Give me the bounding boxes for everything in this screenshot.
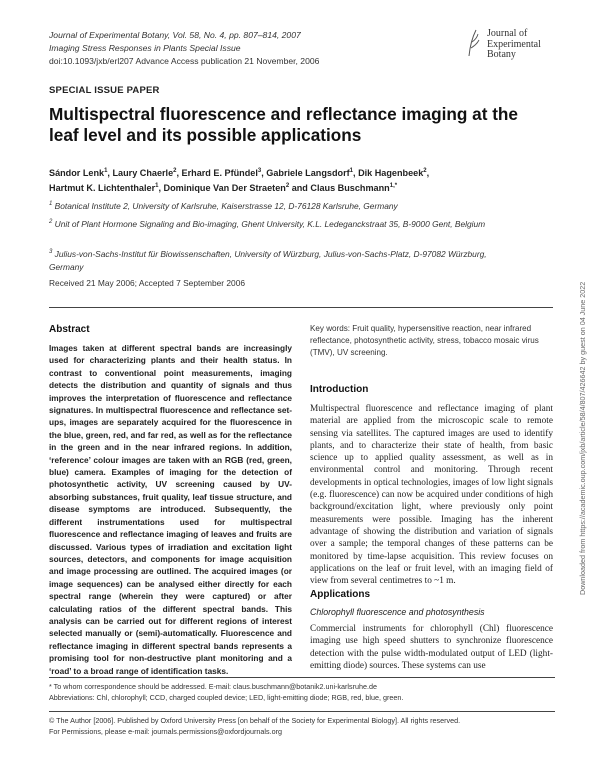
author-name: Hartmut K. Lichtenthaler bbox=[49, 182, 156, 193]
copyright-notice: © The Author [2006]. Published by Oxford University Press [on behalf of the Society for Experimental Biology]. All rights reserved. bbox=[49, 716, 461, 725]
author-affil-mark: 2 bbox=[423, 167, 427, 174]
author-list bbox=[49, 166, 519, 195]
author-line-1: Sándor Lenk$^1$, Laury Chaerle$^2$, Erhard E. Pfündel$^3$, Gabriele Langsdorf$^1$, Dik Hagenbeek$^2$, bbox=[49, 167, 430, 178]
author-name: Claus Buschmann bbox=[310, 182, 390, 193]
affiliation-number: 3 bbox=[49, 249, 53, 256]
affiliation-text: Unit of Plant Hormone Signaling and Bio-imaging, Ghent University, K.L. Ledeganckstraat 35, B-9000 Gent, Belgium bbox=[54, 219, 486, 229]
applications-subheading: Chlorophyll fluorescence and photosynthesis bbox=[310, 607, 485, 617]
author-name: Laury Chaerle bbox=[112, 168, 174, 178]
affiliation-2 bbox=[49, 218, 539, 231]
journal-logo-icon bbox=[466, 28, 482, 58]
affiliation-1 bbox=[49, 200, 529, 213]
author-conjunction: and bbox=[291, 182, 308, 193]
author-affil-mark: 1 bbox=[349, 167, 353, 174]
author-line-2: Hartmut K. Lichtenthaler$^1$, Dominique Van Der Straeten$^2$ and Claus Buschmann$^{1,*}$ bbox=[49, 182, 398, 193]
affiliation-3 bbox=[49, 248, 519, 273]
logo-line-3: Botany bbox=[487, 49, 516, 60]
download-sidebar-text[interactable]: Downloaded from https://academic.oup.com/jxb/article/58/4/807/426642 by guest on 04 June 2022 bbox=[578, 281, 587, 595]
author-affil-mark: 1,* bbox=[389, 182, 398, 189]
keywords: Key words: Fruit quality, hypersensitive reaction, near infrared reflectance, photosynthetic activity, stress, tobacco mosaic virus (TMV), UV screening. bbox=[310, 324, 539, 358]
affiliation-number: 1 bbox=[49, 201, 53, 208]
affiliation-number: 2 bbox=[49, 219, 53, 226]
footnote-divider bbox=[49, 677, 555, 678]
applications-text: Commercial instruments for chlorophyll (Chl) fluorescence imaging use high speed shutters to synchronize fluorescence detection with the pulse width-modulated output of LED (light-emitting diode) sources. These systems can use bbox=[310, 624, 553, 671]
special-issue-label: Imaging Stress Responses in Plants Special Issue bbox=[49, 43, 241, 53]
abstract-text: Images taken at different spectral bands are increasingly used for characterizing plants and their health status. In contrast to conventional point measurements, imaging detects the distribution and quantity of signals and thus improves the interpretation of fluorescence and reflectance signatures. In multispectral fluorescence and reflectance set-ups, images are separately acquired for the fluorescence in the blue, green, red, and far red, as well as for the reflectance in the green and in the near infrared regions. In addition, ‘reference’ colour images are taken with an RGB (red, green, blue) camera. Examples of imaging for the detection of photosynthetic activity, UV screening caused by UV-absorbing substances, fruit quality, leaf tissue structure, and disease symptoms are introduced. Subsequently, the different instrumentations used for multispectral fluorescence and reflectance imaging of leaves and fruits are discussed. Various types of irradiation and excitation light sources, detectors, and components for image acquisition and image processing are outlined. The acquired images (or image sequences) can be analysed either directly for each spectral range (wherein they were captured) or after calculating ratios of the different spectral bands. This analysis can be carried out for different regions of interest selected manually or (semi)-automatically. Fluorescence and reflectance imaging in different spectral bands represents a promising tool for non-destructive plant monitoring and a ‘road’ to a broad range of identification tasks. bbox=[49, 343, 292, 676]
doi-line: doi:10.1093/jxb/erl207 Advance Access publication 21 November, 2006 bbox=[49, 56, 320, 66]
paper-title: Multispectral fluorescence and reflectance imaging at the leaf level and its possible applications bbox=[49, 104, 518, 145]
logo-line-1: Journal of bbox=[487, 28, 528, 39]
divider bbox=[49, 307, 553, 308]
author-affil-mark: 3 bbox=[257, 167, 262, 174]
author-affil-mark: 1 bbox=[155, 182, 159, 189]
logo-line-2: Experimental bbox=[487, 38, 541, 50]
journal-citation: Journal of Experimental Botany, Vol. 58, No. 4, pp. 807–814, 2007 bbox=[49, 30, 301, 40]
copyright-divider bbox=[49, 711, 555, 712]
author-name: Dik Hagenbeek bbox=[358, 168, 424, 178]
affiliation-text: Botanical Institute 2, University of Karlsruhe, Kaiserstrasse 12, D-76128 Karlsruhe, Germany bbox=[54, 201, 398, 211]
author-name: Erhard E. Pfündel bbox=[181, 168, 258, 178]
received-dates: Received 21 May 2006; Accepted 7 September 2006 bbox=[49, 278, 246, 288]
author-affil-mark: 2 bbox=[285, 182, 290, 189]
author-affil-mark: 2 bbox=[173, 167, 177, 174]
correspondence-footnote: * To whom correspondence should be addressed. E-mail: claus.buschmann@botanik2.uni-karlsruhe.de bbox=[49, 682, 377, 691]
section-label: SPECIAL ISSUE PAPER bbox=[49, 85, 160, 96]
applications-heading: Applications bbox=[310, 589, 371, 600]
permissions-notice: For Permissions, please e-mail: journals.permissions@oxfordjournals.org bbox=[49, 727, 282, 736]
abbreviations-footnote: Abbreviations: Chl, chlorophyll; CCD, charged coupled device; LED, light-emitting diode; RGB, red, blue, green. bbox=[49, 693, 404, 702]
introduction-heading: Introduction bbox=[310, 384, 369, 395]
author-name: Gabriele Langsdorf bbox=[266, 168, 350, 178]
author-name: Sándor Lenk bbox=[49, 168, 105, 178]
author-affil-mark: 1 bbox=[104, 167, 108, 174]
affiliation-text: Julius-von-Sachs-Institut für Biowissenschaften, University of Würzburg, Julius-von-Sachs-Platz, D-97082 Würzburg, Germany bbox=[49, 249, 487, 272]
abstract-heading: Abstract bbox=[49, 324, 90, 335]
introduction-text: Multispectral fluorescence and reflectance imaging of plant material are applied from the microscopic scale to remote sensing via satellites. The captured images are used to identify plants, and to characterize their state of health, from basic science up to applied quality assessment, as well as in environmental control and monitoring. Through recent developments in optical technologies, images of low light signals (e.g. fluorescence) can now be acquired under conditions of high background/excitation light, where previously only point measurements were possible. Imaging has the inherent advantage of showing the distribution and variation of signals over a sample; the temporal changes of these patterns can be monitored by time-lapse acquisition. This review focuses on applications on the leaf or fruit level, with an imaging field of view from several centimetres to ~1 m. bbox=[310, 404, 553, 587]
download-sidebar bbox=[568, 205, 587, 595]
journal-logo bbox=[487, 29, 541, 61]
author-name: Dominique Van Der Straeten bbox=[163, 182, 286, 193]
